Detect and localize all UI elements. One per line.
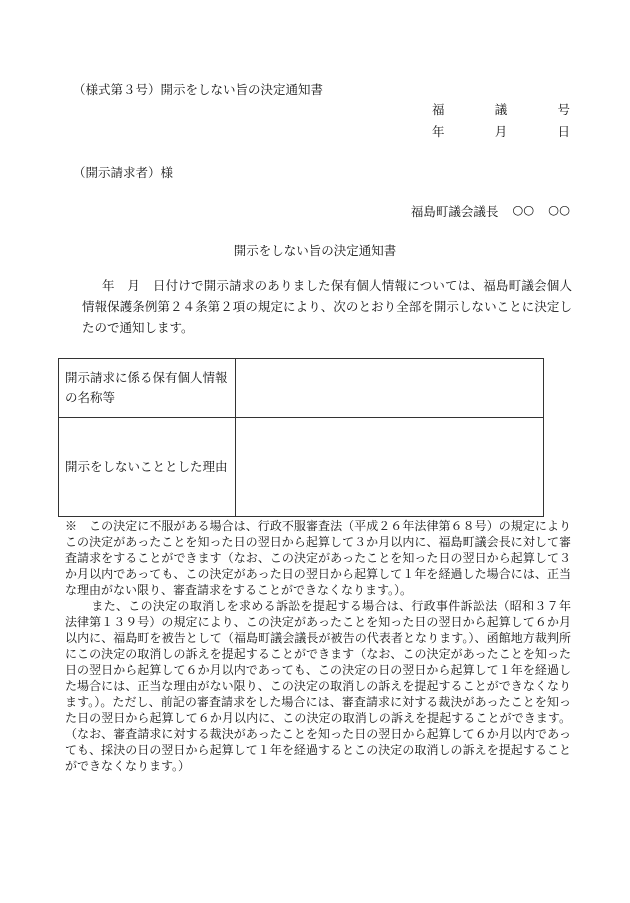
table-row	[59, 418, 544, 517]
document-date-day: 日	[557, 124, 570, 139]
notes-section	[65, 518, 571, 774]
document-title: 開示をしない旨の決定通知書	[233, 243, 397, 258]
table-row-label: 開示をしないこととした理由	[59, 418, 236, 517]
requester-addressee: （開示請求者）様	[73, 165, 174, 180]
table-row	[59, 359, 544, 418]
info-table	[58, 358, 544, 517]
document-number-middle: 議	[494, 102, 508, 117]
table-row-value	[236, 418, 544, 517]
form-label: （様式第３号）開示をしない旨の決定通知書	[73, 82, 324, 97]
document-number-prefix: 福	[432, 102, 445, 117]
note-paragraph-litigation: また、この決定の取消しを求める訴訟を提起する場合は、行政事件訴訟法（昭和３７年法律第１３９号）の規定により、この決定があったことを知った日の翌日から起算して６か月以内に、福島町を被告として（福島町議会議長が被告の代表者となります。）、函館地方裁判所にこの決定の取消しの訴えを提起することができます（なお、この決定があったことを知った日の翌日から起算して６か月以内であっても、この決定の日の翌日から起算して１年を経過した場合には、正当な理由がない限り、この決定の取消しの訴えを提起することができなくなります。）。ただし、前記の審査請求をした場合には、審査請求に対する裁決があったことを知った日の翌日から起算して６か月以内に、この決定の取消しの訴えを提起することができます。（なお、審査請求に対する裁決があったことを知った日の翌日から起算して６か月以内であっても、採決の日の翌日から起算して１年を経過するとこの決定の取消しの訴えを提起することができなくなります。）	[65, 599, 571, 773]
document-date-year: 年	[432, 124, 445, 139]
document-number	[432, 100, 570, 118]
body-paragraph: 年 月 日付けで開示請求のありました保有個人情報については、福島町議会個人情報保護条例第２４条第２項の規定により、次のとおり全部を開示しないことに決定したので通知します。	[82, 278, 572, 335]
issuer-name-given: ○○	[548, 202, 570, 217]
document-date	[432, 122, 570, 140]
issuer	[411, 202, 570, 220]
document-number-suffix: 号	[557, 102, 570, 117]
table-row-value	[236, 359, 544, 418]
issuer-name-family: ○○	[512, 202, 535, 217]
issuer-title: 福島町議会議長	[410, 204, 499, 219]
table-row-label: 開示請求に係る保有個人情報の名称等	[59, 359, 236, 418]
note-paragraph-appeal: ※ この決定に不服がある場合は、行政不服審査法（平成２６年法律第６８号）の規定によりこの決定があったことを知った日の翌日から起算して３か月以内に、福島町議会長に対して審査請求をすることができます（なお、この決定があったことを知った日の翌日から起算して３か月以内であっても、この決定があった日の翌日から起算して１年を経過した場合には、正当な理由がない限り、審査請求をすることができなくなります。）。	[65, 519, 571, 597]
document-date-month: 月	[494, 124, 508, 139]
